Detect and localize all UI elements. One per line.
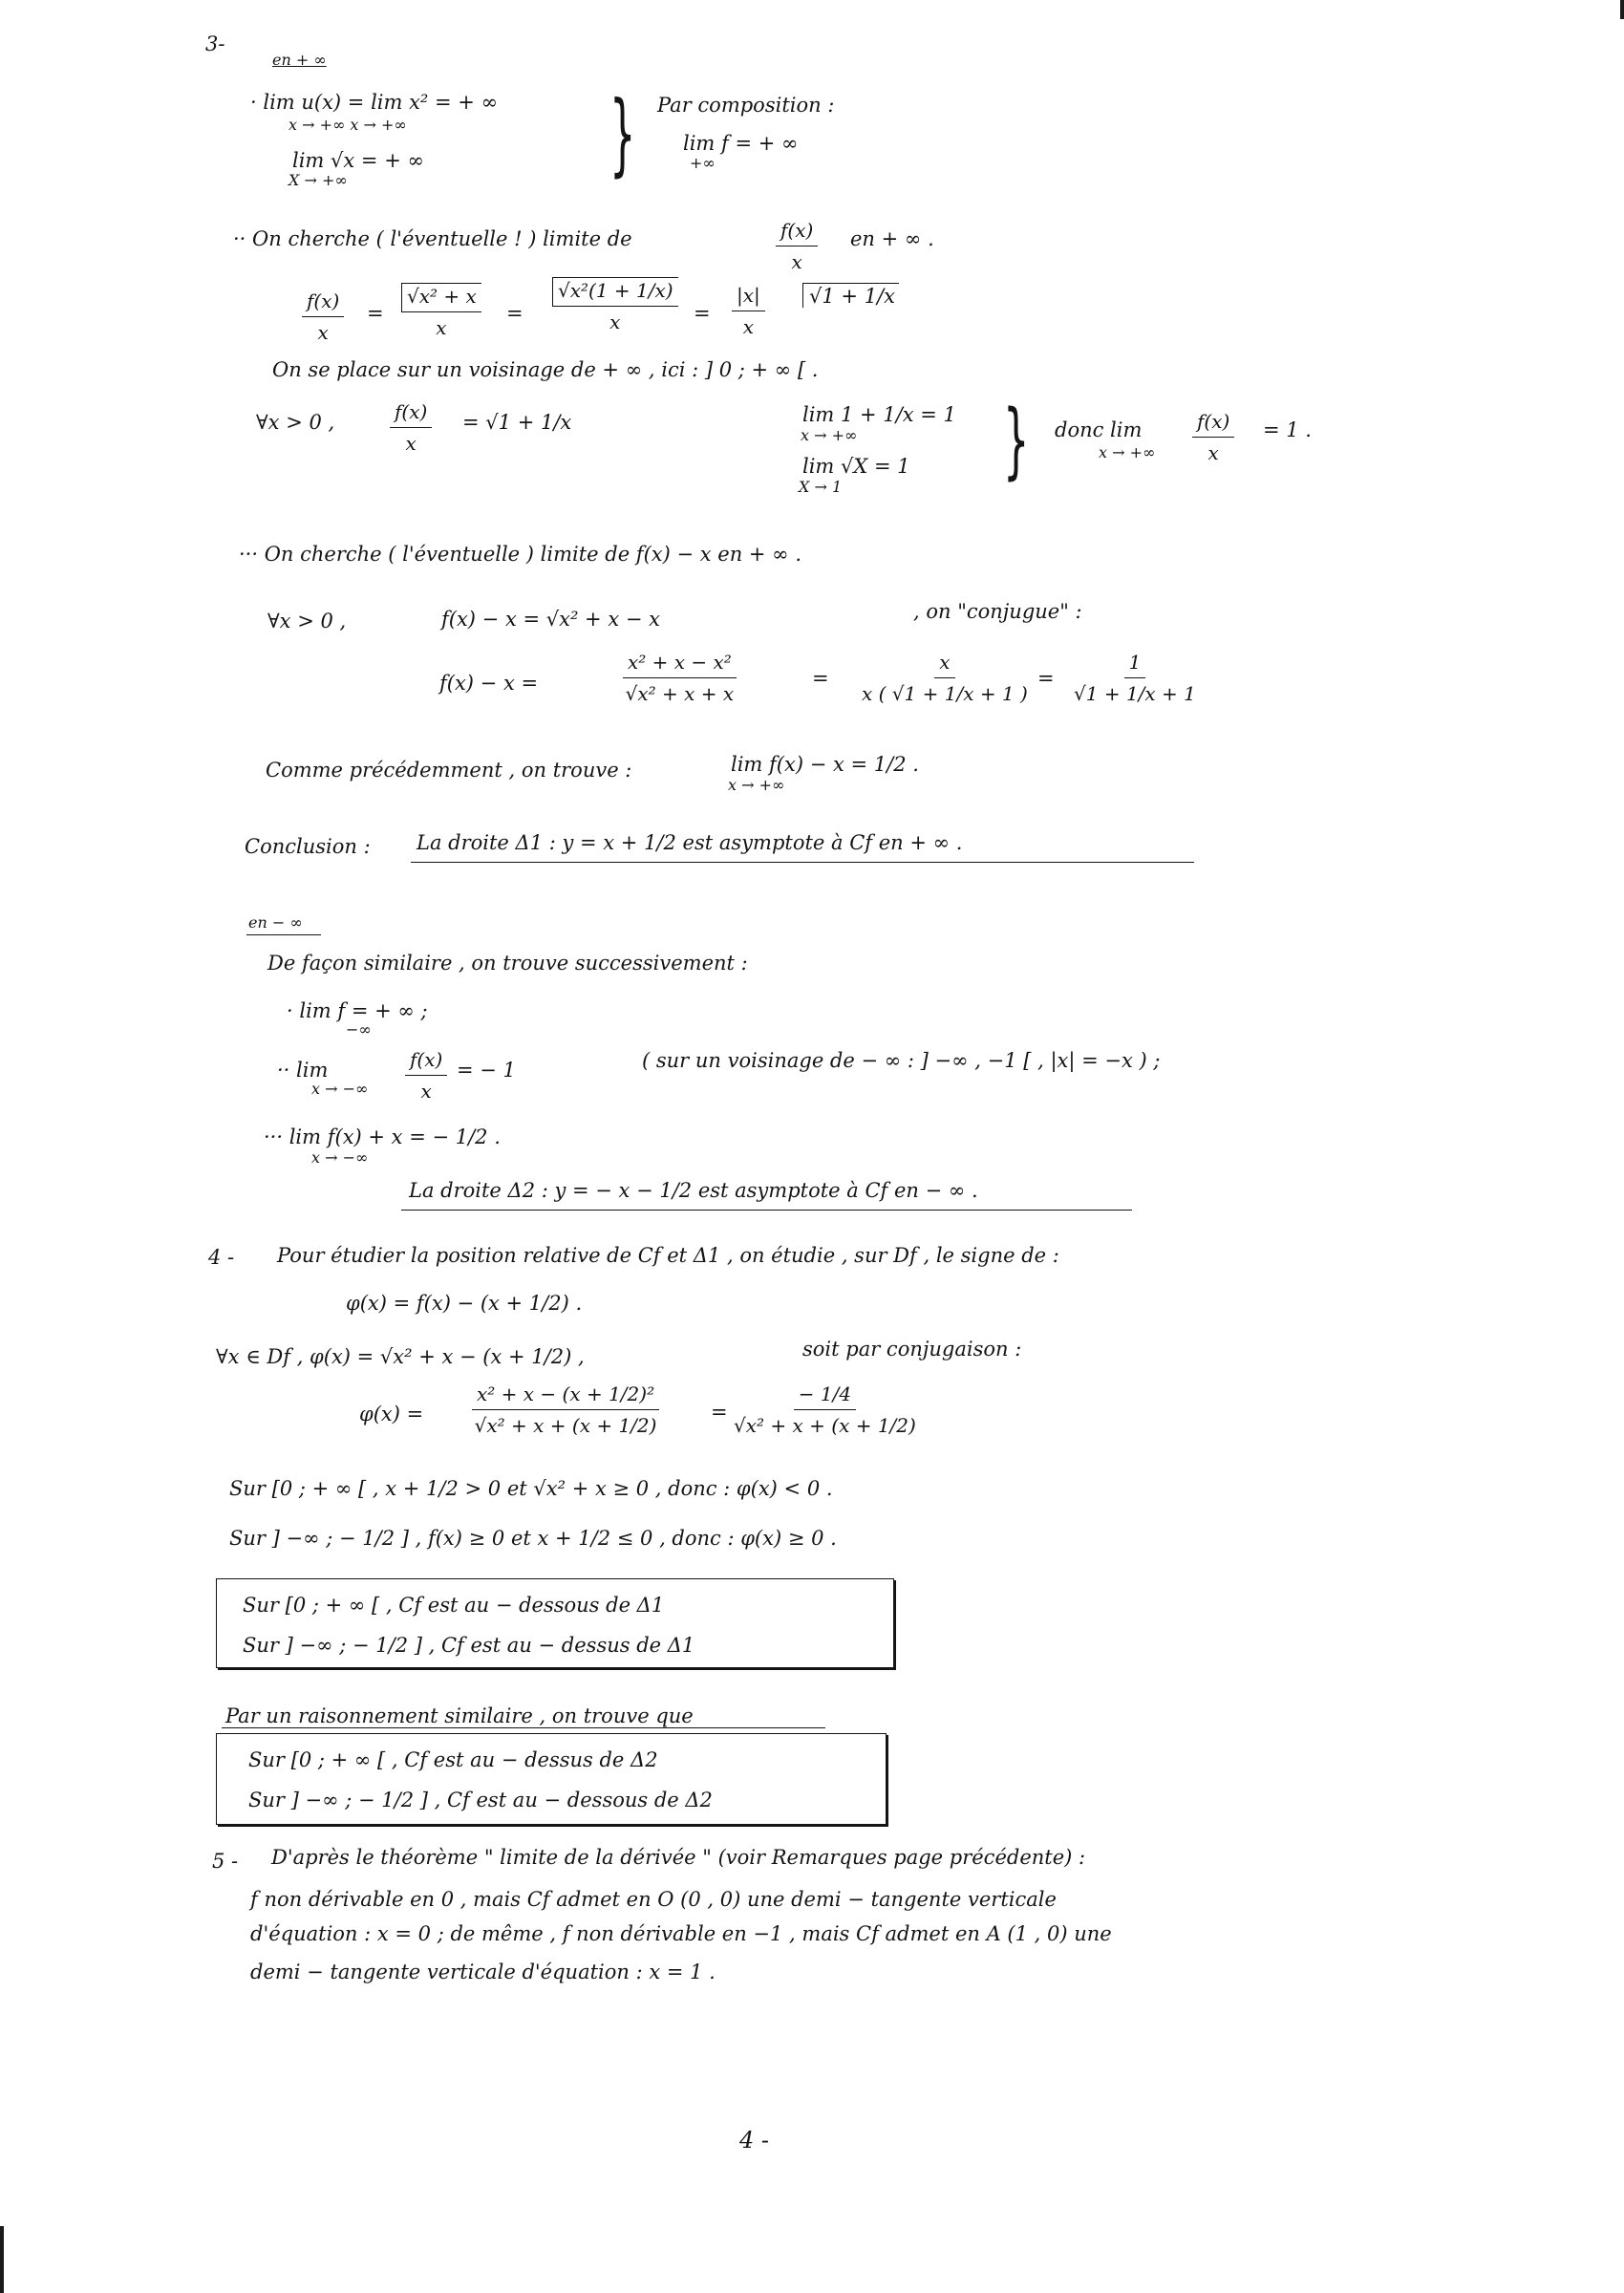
heading-minus-infinity: en − ∞ — [248, 913, 303, 932]
question-5-line-3: d'équation : x = 0 ; de même , f non dérivable en −1 , mais Cf admet en A (1 , 0) une — [250, 1922, 1112, 1945]
question-5-line-2: f non dérivable en 0 , mais Cf admet en O (0 , 0) une demi − tangente verticale — [250, 1888, 1057, 1911]
box2-row1: Sur [0 ; + ∞ [ , Cf est au − dessus de Δ2 — [248, 1748, 658, 1771]
search-difference-line: ··· On cherche ( l'éventuelle ) limite de f(x) − x en + ∞ . — [239, 543, 802, 566]
eq1-lhs-fraction: $\frac{f(x)}{x}$ — [302, 289, 344, 346]
system2-line2-subscript: X → 1 — [799, 478, 843, 496]
reasoning-line: Par un raisonnement similaire , on trouve que — [225, 1704, 694, 1727]
difference-forall: ∀x > 0 , — [267, 610, 347, 632]
phi-forall: ∀x ∈ Df , φ(x) = √x² + x − (x + 1/2) , — [216, 1345, 585, 1368]
minus-limit-2-fraction: $\frac{f(x)}{x}$ — [405, 1047, 447, 1104]
question-5-line-4: demi − tangente verticale d'équation : x = 1 . — [250, 1961, 716, 1983]
conclusion-label: Conclusion : — [245, 835, 371, 858]
minus-limit-1: · lim f = + ∞ ; — [287, 999, 428, 1022]
as-before-limit: lim f(x) − x = 1/2 . — [731, 753, 919, 776]
delta2-underline — [401, 1210, 1132, 1211]
minus-infinity-underline — [246, 934, 321, 935]
difference-fraction-2: $\frac{x}{x ( √1 + 1/x + 1 )}$ — [862, 651, 1028, 705]
system2-result-fraction: $\frac{f(x)}{x}$ — [1192, 409, 1234, 466]
right-brace: } — [609, 81, 636, 186]
difference-fraction-1: $\frac{\text{x² + x − x²}}{\text{√x² + x + x}}$ — [623, 650, 737, 707]
minus-limit-2-end: = − 1 — [457, 1059, 516, 1082]
difference-conjugate: , on "conjugue" : — [913, 600, 1082, 623]
phi-fraction-2: $\frac{- 1/4}{\text{√x² + x + (x + 1/2)}}$ — [734, 1382, 916, 1437]
difference-equation: f(x) − x = √x² + x − x — [441, 608, 660, 631]
minus-limit-2-subscript: x → −∞ — [311, 1080, 369, 1098]
system2-result-end: = 1 . — [1263, 418, 1312, 441]
as-before-subscript: x → +∞ — [728, 776, 785, 794]
composition-limit: lim f = + ∞ — [683, 132, 799, 155]
question-5-number: 5 - — [212, 1850, 239, 1873]
eq1-equals-3: = — [694, 302, 711, 325]
system2-result-subscript: x → +∞ — [1099, 443, 1156, 461]
composition-subscript: +∞ — [690, 154, 716, 172]
phi-fraction-1: $\frac{\text{x² + x − (x + 1/2)²}}{\text{√x² + x + (x + 1/2)}}$ — [472, 1382, 659, 1439]
limit-sqrt: lim √x = + ∞ — [292, 149, 424, 172]
ratio-fraction: $\frac{f(x)}{x}$ — [776, 218, 818, 275]
reasoning-underline — [222, 1727, 825, 1728]
forall-positive-equation: = √1 + 1/x — [462, 411, 572, 434]
system2-line2: lim √X = 1 — [802, 455, 910, 478]
question-5-line-1: D'après le théorème " limite de la dérivée " (voir Remarques page précédente) : — [271, 1846, 1086, 1869]
eq1-step1-fraction: $\frac{\text{√x² + x}}{x}$ — [401, 283, 481, 341]
system2-line1-subscript: x → +∞ — [801, 426, 858, 444]
minus-limit-3-subscript: x → −∞ — [311, 1148, 369, 1167]
phi-definition: φ(x) = f(x) − (x + 1/2) . — [346, 1292, 583, 1315]
page-number: 4 - — [739, 2127, 770, 2154]
right-brace-2: } — [1003, 392, 1030, 488]
forall-positive: ∀x > 0 , — [256, 411, 335, 434]
phi-equals: = — [711, 1401, 728, 1424]
eq1-equals-2: = — [506, 302, 524, 325]
eq1-step3-fraction: $\frac{|x|}{x}$ — [732, 283, 765, 340]
system2-result: donc lim — [1055, 418, 1143, 441]
scan-edge-left — [0, 2226, 4, 2293]
composition-label: Par composition : — [657, 94, 835, 117]
sign-line-1: Sur [0 ; + ∞ [ , x + 1/2 > 0 et √x² + x ≥ 0 , donc : φ(x) < 0 . — [229, 1477, 833, 1500]
similar-line: De façon similaire , on trouve successivement : — [267, 952, 748, 975]
question-4-number: 4 - — [208, 1246, 235, 1269]
limit-u: · lim u(x) = lim x² = + ∞ — [250, 91, 499, 114]
as-before-line: Comme précédemment , on trouve : — [266, 759, 632, 782]
minus-limit-2: ·· lim — [277, 1059, 329, 1082]
eq1-tail: √1 + 1/x — [802, 287, 899, 307]
search-ratio-line: ·· On cherche ( l'éventuelle ! ) limite de — [233, 227, 632, 250]
conclusion-underline — [411, 862, 1194, 863]
search-ratio-end: en + ∞ . — [850, 227, 934, 250]
question-3-number: 3- — [205, 32, 225, 55]
box1-row1: Sur [0 ; + ∞ [ , Cf est au − dessous de Δ1 — [243, 1594, 665, 1617]
eq1-step2-fraction: $\frac{\text{√x²(1 + 1/x)}}{x}$ — [552, 277, 678, 335]
question-4-text: Pour étudier la position relative de Cf et Δ1 , on étudie , sur Df , le signe de : — [277, 1244, 1059, 1267]
neighbourhood-line: On se place sur un voisinage de + ∞ , ici : ] 0 ; + ∞ [ . — [272, 358, 819, 381]
system2-line1: lim 1 + 1/x = 1 — [802, 403, 956, 426]
scan-edge-right — [1620, 0, 1624, 19]
forall-positive-fraction: $\frac{f(x)}{x}$ — [390, 399, 432, 457]
difference-equals-2: = — [1037, 667, 1055, 690]
heading-plus-infinity: en + ∞ — [272, 51, 327, 69]
minus-limit-3: ··· lim f(x) + x = − 1/2 . — [264, 1125, 501, 1148]
difference-equals-1: = — [812, 667, 829, 690]
minus-limit-2-note: ( sur un voisinage de − ∞ : ] −∞ , −1 [ , |x| = −x ) ; — [642, 1049, 1161, 1072]
limit-u-subscript: x → +∞ x → +∞ — [288, 116, 407, 134]
phi-conjugation: soit par conjugaison : — [802, 1338, 1022, 1361]
sign-line-2: Sur ] −∞ ; − 1/2 ] , f(x) ≥ 0 et x + 1/2 ≤ 0 , donc : φ(x) ≥ 0 . — [229, 1527, 837, 1550]
delta2-text: La droite Δ2 : y = − x − 1/2 est asymptote à Cf en − ∞ . — [409, 1179, 978, 1202]
conclusion-text: La droite Δ1 : y = x + 1/2 est asymptote à Cf en + ∞ . — [417, 831, 963, 854]
box1-row2: Sur ] −∞ ; − 1/2 ] , Cf est au − dessus de Δ1 — [243, 1634, 695, 1657]
eq1-equals-1: = — [367, 302, 384, 325]
difference-fraction-3: $\frac{1}{√1 + 1/x + 1}$ — [1074, 651, 1196, 705]
minus-limit-1-subscript: −∞ — [346, 1020, 372, 1039]
phi-lhs: φ(x) = — [359, 1403, 424, 1425]
box2-row2: Sur ] −∞ ; − 1/2 ] , Cf est au − dessous de Δ2 — [248, 1789, 713, 1811]
difference-lhs: f(x) − x = — [439, 672, 539, 695]
limit-sqrt-subscript: X → +∞ — [288, 171, 348, 189]
